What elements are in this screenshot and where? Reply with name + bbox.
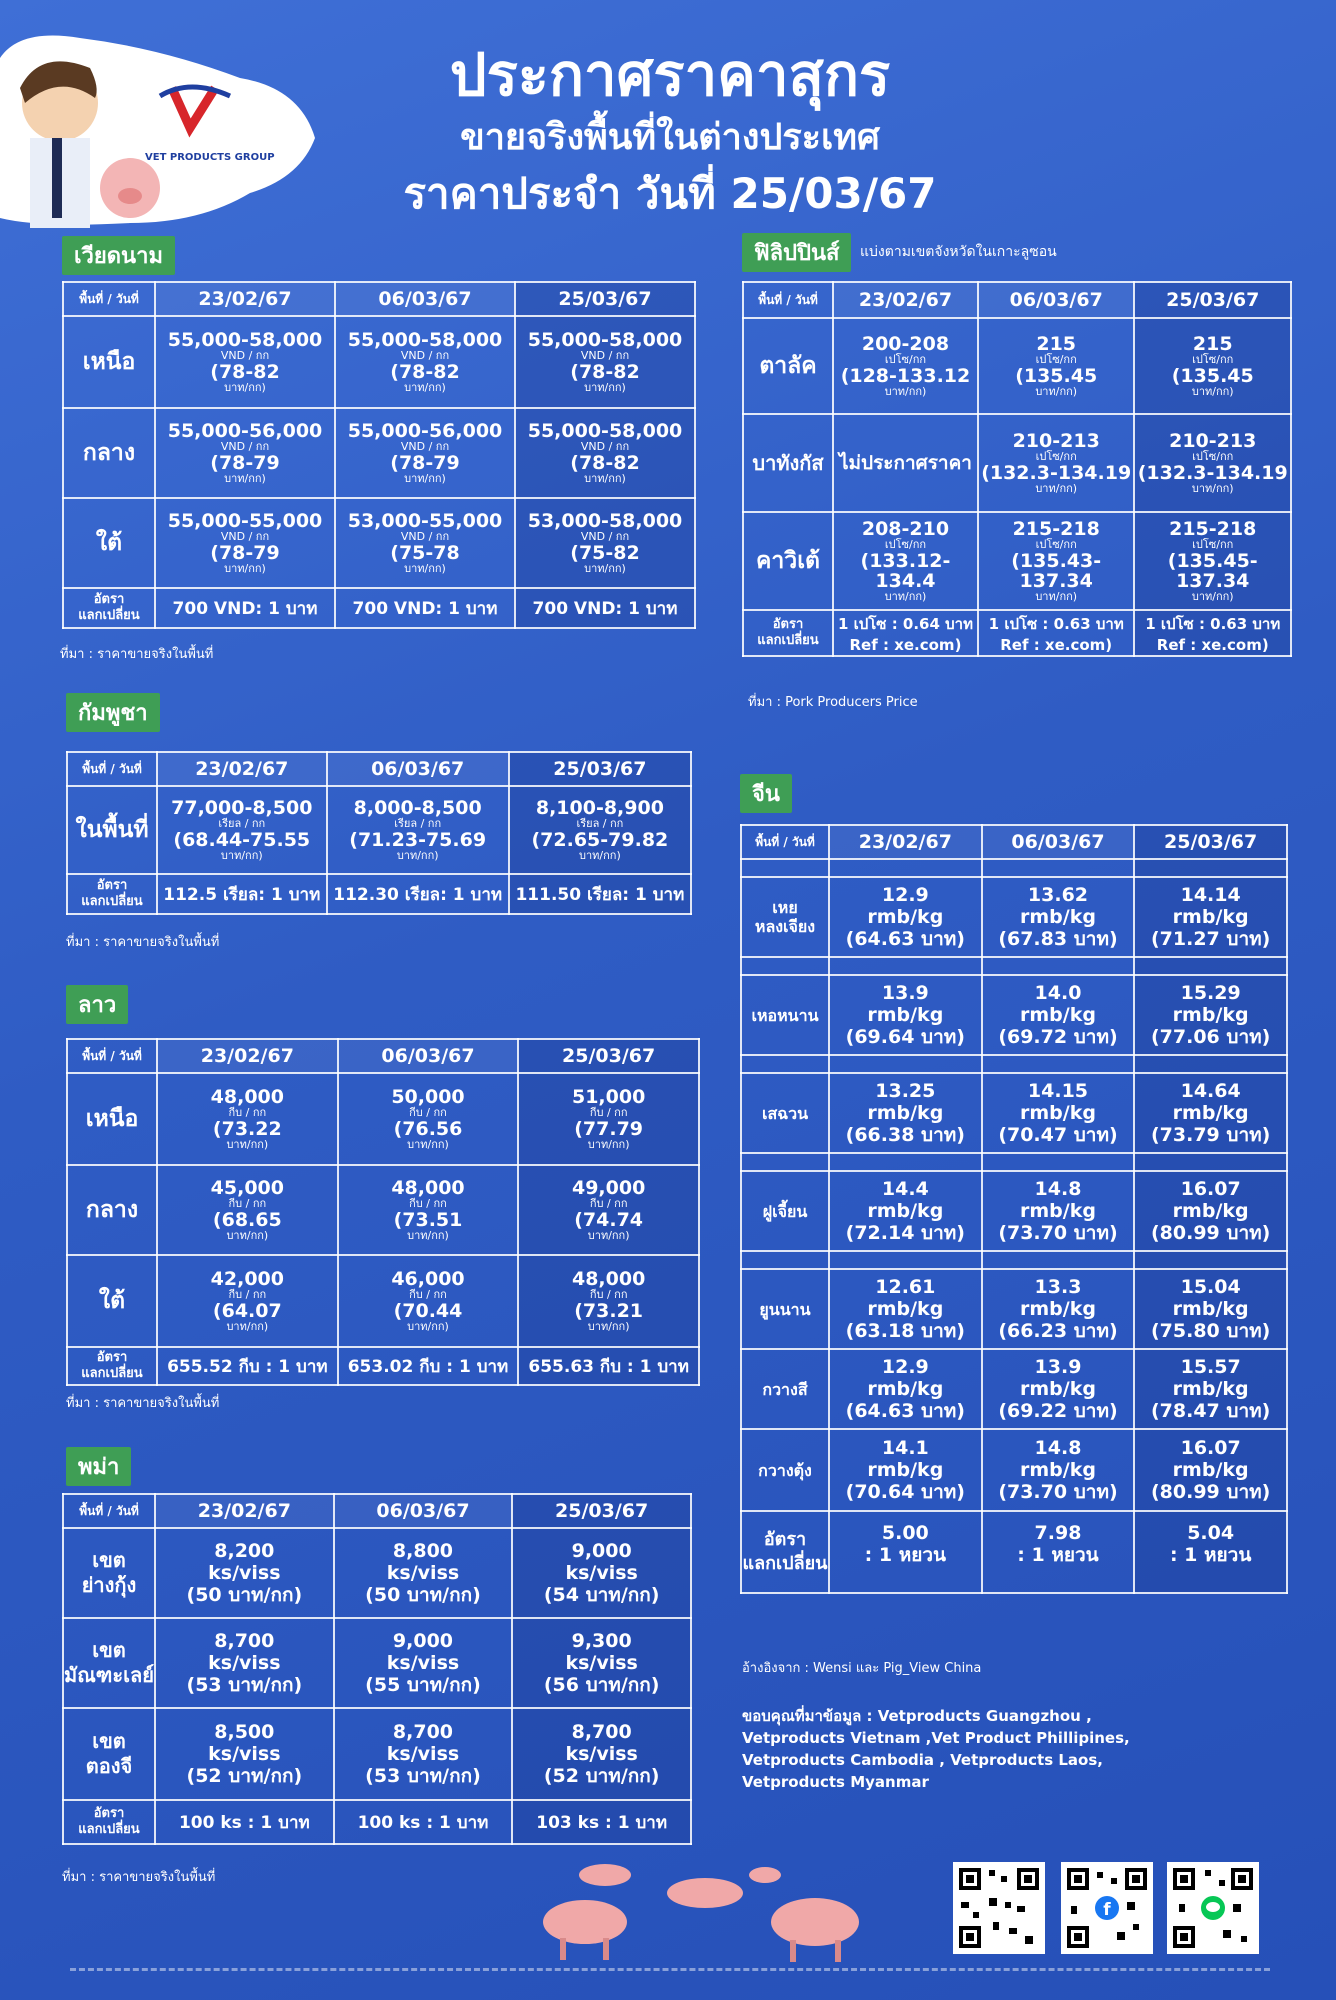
date-header: 25/03/67 (518, 1039, 699, 1073)
date-header: 23/02/67 (157, 752, 327, 786)
rate-row (63, 1800, 691, 1844)
price-cell: 14.14 rmb/kg (71.27 บาท) (1134, 877, 1287, 957)
price-cell: 16.07 rmb/kg (80.99 บาท) (1134, 1429, 1287, 1511)
price-cell: 8,100-8,900 เรียล / กก (72.65-79.82 บาท/กก) (509, 786, 691, 874)
source-note: ที่มา : ราคาขายจริงในพื้นที่ (62, 1870, 216, 1885)
region-label: ในพื้นที่ (67, 786, 157, 874)
table-row (743, 512, 1291, 610)
price-cell: 12.9 rmb/kg (64.63 บาท) (829, 877, 982, 957)
price-cell: 200-208 เปโซ/กก (128-133.12 บาท/กก) (833, 318, 978, 414)
price-cell: 53,000-55,000 VND / กก (75-78 บาท/กก) (335, 498, 515, 588)
price-cell: 55,000-56,000 VND / กก (78-79 บาท/กก) (155, 408, 335, 498)
rate-row (67, 874, 691, 914)
table-china (740, 824, 1288, 1594)
region-label: คาวิเต้ (743, 512, 833, 610)
page-subtitle: ขายจริงพื้นที่ในต่างประเทศ (460, 117, 880, 158)
page-header (360, 38, 980, 224)
date-header: 23/02/67 (155, 1494, 334, 1528)
price-cell: 12.61 rmb/kg (63.18 บาท) (829, 1269, 982, 1349)
price-cell: 42,000 กีบ / กก (64.07 บาท/กก) (157, 1255, 338, 1347)
date-header: 25/03/67 (515, 282, 695, 316)
table-philippines (742, 281, 1292, 657)
price-cell: 14.4 rmb/kg (72.14 บาท) (829, 1171, 982, 1251)
corner-label: พื้นที่ / วันที่ (63, 1494, 155, 1528)
price-cell: 48,000 กีบ / กก (73.51 บาท/กก) (338, 1165, 519, 1255)
price-cell: 14.15 rmb/kg (70.47 บาท) (982, 1073, 1135, 1153)
date-header: 25/03/67 (512, 1494, 691, 1528)
rate-cell: 112.5 เรียล: 1 บาท (157, 874, 327, 914)
region-label: กลาง (67, 1165, 157, 1255)
region-label: เขต ย่างกุ้ง (63, 1528, 155, 1618)
pig-icon (535, 1860, 865, 1970)
rate-label: อัตรา แลกเปลี่ยน (63, 1800, 155, 1844)
region-label: ใต้ (63, 498, 155, 588)
price-cell: 210-213 เปโซ/กก (132.3-134.19 บาท/กก) (978, 414, 1135, 512)
region-label: เหอหนาน (741, 975, 829, 1055)
rate-cell: 111.50 เรียล: 1 บาท (509, 874, 691, 914)
rate-cell: 655.52 กีบ : 1 บาท (157, 1347, 338, 1385)
price-cell: 46,000 กีบ / กก (70.44 บาท/กก) (338, 1255, 519, 1347)
price-cell: 210-213 เปโซ/กก (132.3-134.19 บาท/กก) (1134, 414, 1291, 512)
region-label: เหนือ (63, 316, 155, 408)
rate-cell: 103 ks : 1 บาท (512, 1800, 691, 1844)
tag-vietnam: เวียดนาม (62, 236, 175, 275)
table-cambodia (66, 751, 692, 915)
rate-cell: 5.04 : 1 หยวน (1134, 1511, 1287, 1593)
region-label: เขต มัณฑะเลย์ (63, 1618, 155, 1708)
price-cell: 13.3 rmb/kg (66.23 บาท) (982, 1269, 1135, 1349)
price-cell: 8,000-8,500 เรียล / กก (71.23-75.69 บาท/กก) (327, 786, 509, 874)
rate-cell: 1 เปโซ : 0.63 บาท Ref : xe.com) (1134, 610, 1291, 656)
region-label: ยูนนาน (741, 1269, 829, 1349)
price-cell: 14.8 rmb/kg (73.70 บาท) (982, 1171, 1135, 1251)
price-cell: 14.1 rmb/kg (70.64 บาท) (829, 1429, 982, 1511)
tag-china: จีน (740, 774, 792, 813)
price-cell: 215-218 เปโซ/กก (135.45-137.34 บาท/กก) (1134, 512, 1291, 610)
price-cell: 14.8 rmb/kg (73.70 บาท) (982, 1429, 1135, 1511)
date-header: 06/03/67 (338, 1039, 519, 1073)
table-row (741, 1269, 1287, 1349)
table-row (741, 1349, 1287, 1429)
table-row (67, 1165, 699, 1255)
corner-label: พื้นที่ / วันที่ (67, 1039, 157, 1073)
rate-cell: 700 VND: 1 บาท (335, 588, 515, 628)
price-cell: 16.07 rmb/kg (80.99 บาท) (1134, 1171, 1287, 1251)
date-header: 23/02/67 (829, 825, 982, 859)
price-cell: 53,000-58,000 VND / กก (75-82 บาท/กก) (515, 498, 695, 588)
rate-cell: 100 ks : 1 บาท (155, 1800, 334, 1844)
source-note: ที่มา : ราคาขายจริงในพื้นที่ (60, 647, 214, 662)
rate-row (63, 588, 695, 628)
thanks-note: ขอบคุณที่มาข้อมูล : Vetproducts Guangzhou , Vetproducts Vietnam ,Vet Product Phillipines, Vetproducts Cambodia , Vetproducts Laos, Vetproducts Myanmar (742, 1707, 1130, 1791)
price-cell: 8,700 ks/viss (53 บาท/กก) (334, 1708, 513, 1800)
price-cell: 48,000 กีบ / กก (73.21 บาท/กก) (518, 1255, 699, 1347)
price-cell: 55,000-58,000 VND / กก (78-82 บาท/กก) (515, 316, 695, 408)
price-cell: 14.64 rmb/kg (73.79 บาท) (1134, 1073, 1287, 1153)
rate-cell: 700 VND: 1 บาท (515, 588, 695, 628)
price-cell: 13.9 rmb/kg (69.64 บาท) (829, 975, 982, 1055)
date-header: 06/03/67 (335, 282, 515, 316)
date-header: 23/02/67 (833, 282, 978, 318)
region-label: เขต ตองจี (63, 1708, 155, 1800)
date-header: 06/03/67 (327, 752, 509, 786)
source-note: ที่มา : Pork Producers Price (748, 695, 918, 710)
price-cell: 49,000 กีบ / กก (74.74 บาท/กก) (518, 1165, 699, 1255)
rate-cell: 655.63 กีบ : 1 บาท (518, 1347, 699, 1385)
price-cell: 215-218 เปโซ/กก (135.43-137.34 บาท/กก) (978, 512, 1135, 610)
price-cell: 208-210 เปโซ/กก (133.12-134.4 บาท/กก) (833, 512, 978, 610)
table-row (63, 1708, 691, 1800)
price-cell: 13.25 rmb/kg (66.38 บาท) (829, 1073, 982, 1153)
date-header: 23/02/67 (155, 282, 335, 316)
line-icon[interactable] (1167, 1862, 1259, 1954)
price-cell: 9,000 ks/viss (55 บาท/กก) (334, 1618, 513, 1708)
price-cell: 15.04 rmb/kg (75.80 บาท) (1134, 1269, 1287, 1349)
price-cell: 48,000 กีบ / กก (73.22 บาท/กก) (157, 1073, 338, 1165)
tag-laos: ลาว (66, 985, 128, 1024)
price-cell: 13.62 rmb/kg (67.83 บาท) (982, 877, 1135, 957)
corner-label: พื้นที่ / วันที่ (63, 282, 155, 316)
price-cell: 50,000 กีบ / กก (76.56 บาท/กก) (338, 1073, 519, 1165)
date-header: 06/03/67 (334, 1494, 513, 1528)
no-price-cell: ไม่ประกาศราคา (833, 414, 978, 512)
rate-label: อัตรา แลกเปลี่ยน (67, 874, 157, 914)
source-note: ที่มา : ราคาขายจริงในพื้นที่ (66, 935, 220, 950)
price-cell: 55,000-58,000 VND / กก (78-82 บาท/กก) (515, 408, 695, 498)
philippines-note: แบ่งตามเขตจังหวัดในเกาะลูซอน (860, 244, 1057, 260)
region-label: กลาง (63, 408, 155, 498)
price-cell: 77,000-8,500 เรียล / กก (68.44-75.55 บาท/กก) (157, 786, 327, 874)
region-label: กวางสี (741, 1349, 829, 1429)
table-row (743, 318, 1291, 414)
price-cell: 9,300 ks/viss (56 บาท/กก) (512, 1618, 691, 1708)
rate-cell: 7.98 : 1 หยวน (982, 1511, 1135, 1593)
table-laos (66, 1038, 700, 1386)
table-row (67, 1073, 699, 1165)
date-header: 25/03/67 (1134, 825, 1287, 859)
date-header: 25/03/67 (509, 752, 691, 786)
rate-cell: 1 เปโซ : 0.63 บาท Ref : xe.com) (978, 610, 1135, 656)
price-cell: 55,000-58,000 VND / กก (78-82 บาท/กก) (155, 316, 335, 408)
table-vietnam (62, 281, 696, 629)
region-label: เหนือ (67, 1073, 157, 1165)
price-cell: 45,000 กีบ / กก (68.65 บาท/กก) (157, 1165, 338, 1255)
price-cell: 215 เปโซ/กก (135.45 บาท/กก) (978, 318, 1135, 414)
price-cell: 15.57 rmb/kg (78.47 บาท) (1134, 1349, 1287, 1429)
price-cell: 14.0 rmb/kg (69.72 บาท) (982, 975, 1135, 1055)
pig-mascot (0, 18, 330, 233)
rate-cell: 700 VND: 1 บาท (155, 588, 335, 628)
date-header: 25/03/67 (1134, 282, 1291, 318)
price-cell: 55,000-56,000 VND / กก (78-79 บาท/กก) (335, 408, 515, 498)
table-row (741, 975, 1287, 1055)
price-cell: 55,000-55,000 VND / กก (78-79 บาท/กก) (155, 498, 335, 588)
region-label: ใต้ (67, 1255, 157, 1347)
corner-label: พื้นที่ / วันที่ (67, 752, 157, 786)
bottom-divider (70, 1968, 1270, 1971)
rate-cell: 112.30 เรียล: 1 บาท (327, 874, 509, 914)
price-cell: 15.29 rmb/kg (77.06 บาท) (1134, 975, 1287, 1055)
tag-myanmar: พม่า (66, 1447, 131, 1486)
corner-label: พื้นที่ / วันที่ (743, 282, 833, 318)
region-label: เสฉวน (741, 1073, 829, 1153)
table-row (63, 498, 695, 588)
table-row (63, 408, 695, 498)
rate-row (743, 610, 1291, 656)
rate-cell: 5.00 : 1 หยวน (829, 1511, 982, 1593)
table-row (741, 877, 1287, 957)
rate-cell: 1 เปโซ : 0.64 บาท Ref : xe.com) (833, 610, 978, 656)
price-cell: 13.9 rmb/kg (69.22 บาท) (982, 1349, 1135, 1429)
corner-label: พื้นที่ / วันที่ (741, 825, 829, 859)
rate-label: อัตรา แลกเปลี่ยน (743, 610, 833, 656)
date-header: 06/03/67 (982, 825, 1135, 859)
price-cell: 8,500 ks/viss (52 บาท/กก) (155, 1708, 334, 1800)
region-label: เหย หลงเจียง (741, 877, 829, 957)
rate-cell: 653.02 กีบ : 1 บาท (338, 1347, 519, 1385)
table-row (743, 414, 1291, 512)
table-row (67, 1255, 699, 1347)
region-label: ฝูเจี้ยน (741, 1171, 829, 1251)
tag-philippines: ฟิลิปปินส์ (742, 233, 851, 272)
region-label: ตาลัค (743, 318, 833, 414)
rate-row (67, 1347, 699, 1385)
rate-label: อัตรา แลกเปลี่ยน (67, 1347, 157, 1385)
price-cell: 8,700 ks/viss (53 บาท/กก) (155, 1618, 334, 1708)
tag-cambodia: กัมพูชา (66, 693, 160, 732)
qr-code-icon[interactable] (953, 1862, 1045, 1954)
rate-label: อัตรา แลกเปลี่ยน (63, 588, 155, 628)
logo-text: VET PRODUCTS GROUP (145, 152, 275, 163)
facebook-icon[interactable] (1061, 1862, 1153, 1954)
table-row (741, 1171, 1287, 1251)
price-cell: 55,000-58,000 VND / กก (78-82 บาท/กก) (335, 316, 515, 408)
table-row (741, 1073, 1287, 1153)
price-cell: 9,000 ks/viss (54 บาท/กก) (512, 1528, 691, 1618)
price-cell: 8,700 ks/viss (52 บาท/กก) (512, 1708, 691, 1800)
region-label: กวางตุ้ง (741, 1429, 829, 1511)
table-row (63, 316, 695, 408)
price-cell: 8,200 ks/viss (50 บาท/กก) (155, 1528, 334, 1618)
table-myanmar (62, 1493, 692, 1845)
source-note: อ้างอิงจาก : Wensi และ Pig_View China (742, 1661, 982, 1676)
region-label: บาทังกัส (743, 414, 833, 512)
table-row (67, 786, 691, 874)
rate-label: อัตรา แลกเปลี่ยน (741, 1511, 829, 1593)
price-cell: 8,800 ks/viss (50 บาท/กก) (334, 1528, 513, 1618)
svg-text:f: f (1103, 1900, 1111, 1920)
rate-cell: 100 ks : 1 บาท (334, 1800, 513, 1844)
page-title: ประกาศราคาสุกร (449, 41, 891, 109)
table-row (63, 1528, 691, 1618)
price-cell: 51,000 กีบ / กก (77.79 บาท/กก) (518, 1073, 699, 1165)
table-row (63, 1618, 691, 1708)
source-note: ที่มา : ราคาขายจริงในพื้นที่ (66, 1396, 220, 1411)
price-cell: 215 เปโซ/กก (135.45 บาท/กก) (1134, 318, 1291, 414)
page-date: ราคาประจำ วันที่ 25/03/67 (403, 169, 937, 218)
date-header: 23/02/67 (157, 1039, 338, 1073)
price-cell: 12.9 rmb/kg (64.63 บาท) (829, 1349, 982, 1429)
table-row (741, 1429, 1287, 1511)
rate-row (741, 1511, 1287, 1593)
date-header: 06/03/67 (978, 282, 1135, 318)
